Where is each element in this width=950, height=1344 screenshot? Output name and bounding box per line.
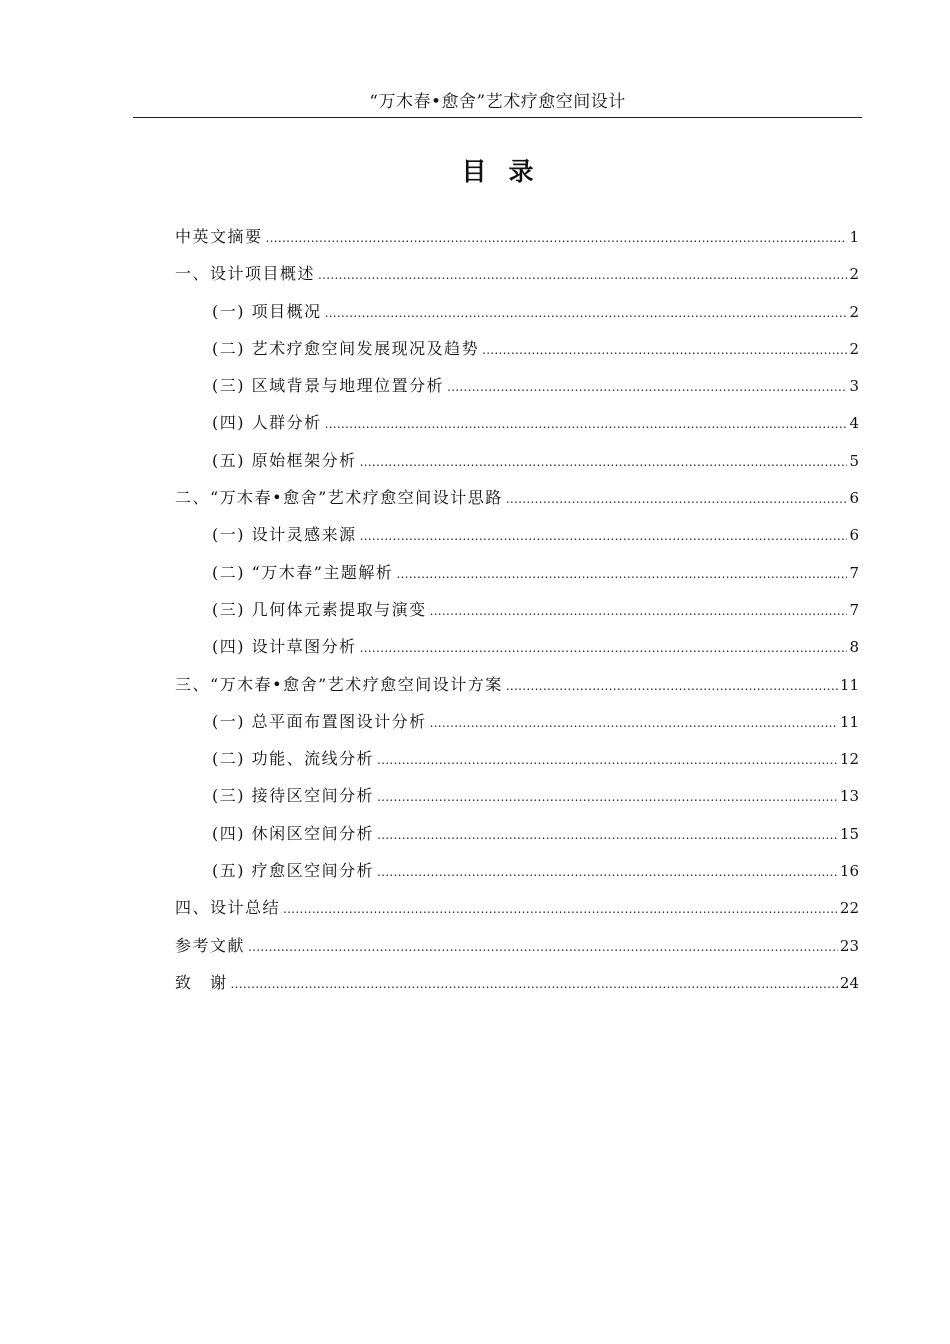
dot-leader — [377, 862, 838, 882]
dot-leader — [231, 974, 838, 994]
toc-entry-page: 16 — [839, 862, 859, 881]
toc-title-char-2: 录 — [508, 157, 534, 186]
toc-entry[interactable] — [175, 563, 859, 600]
dot-leader — [396, 564, 847, 584]
toc-entry-label: 一、设计项目概述 — [175, 264, 316, 284]
toc-entry-page: 5 — [849, 451, 859, 470]
toc-entry-label: (四) 人群分析 — [212, 413, 322, 433]
toc-entry-page: 6 — [849, 526, 859, 545]
toc-entry-page: 23 — [839, 936, 859, 955]
dot-leader — [430, 713, 838, 733]
toc-entry-page: 24 — [839, 973, 859, 992]
dot-leader — [325, 303, 848, 323]
toc-entry-page: 2 — [849, 265, 859, 284]
toc-entry-label: (四) 设计草图分析 — [212, 637, 357, 657]
toc-entry[interactable] — [175, 525, 859, 562]
toc-entry-label: 三、“万木春•愈舍”艺术疗愈空间设计方案 — [175, 674, 503, 694]
toc-entry-label: (五) 疗愈区空间分析 — [212, 861, 375, 881]
toc-entry[interactable] — [175, 302, 859, 339]
toc-entry-page: 7 — [849, 563, 859, 582]
dot-leader — [430, 601, 848, 621]
dot-leader — [248, 937, 838, 957]
toc-entry-page: 11 — [839, 712, 859, 731]
toc-entry[interactable] — [175, 488, 859, 525]
toc-entry-label: 致 谢 — [175, 972, 228, 992]
dot-leader — [377, 825, 838, 845]
dot-leader — [482, 340, 847, 360]
toc-entry-page: 2 — [849, 302, 859, 321]
toc-entry-page: 3 — [849, 377, 859, 396]
toc-entry[interactable] — [175, 264, 859, 301]
toc-entry-page: 7 — [849, 600, 859, 619]
toc-entry-page: 11 — [839, 675, 859, 694]
dot-leader — [360, 638, 848, 658]
toc-entry-label: (一) 总平面布置图设计分析 — [212, 711, 427, 731]
toc-entry-page: 4 — [849, 414, 859, 433]
toc-entry[interactable] — [175, 898, 859, 935]
toc-entry-page: 15 — [839, 824, 859, 843]
toc-entry[interactable] — [175, 451, 859, 488]
dot-leader — [283, 899, 838, 919]
toc-entry-label: (五) 原始框架分析 — [212, 450, 357, 470]
toc-entry-page: 8 — [849, 638, 859, 657]
dot-leader — [506, 676, 838, 696]
table-of-contents — [175, 227, 859, 1010]
toc-entry-label: (三) 区域背景与地理位置分析 — [212, 376, 445, 396]
toc-entry-page: 6 — [849, 489, 859, 508]
dot-leader — [377, 787, 838, 807]
toc-entry[interactable] — [175, 936, 859, 973]
toc-entry[interactable] — [175, 675, 859, 712]
toc-entry-label: (二) 功能、流线分析 — [212, 749, 375, 769]
toc-entry[interactable] — [175, 227, 859, 264]
toc-entry-label: (三) 几何体元素提取与演变 — [212, 599, 427, 619]
toc-entry-label: (二) 艺术疗愈空间发展现况及趋势 — [212, 338, 480, 358]
toc-entry[interactable] — [175, 749, 859, 786]
dot-leader — [318, 265, 847, 285]
toc-entry[interactable] — [175, 973, 859, 1010]
toc-entry[interactable] — [175, 824, 859, 861]
toc-entry[interactable] — [175, 413, 859, 450]
toc-entry-page: 22 — [839, 899, 859, 918]
toc-entry-label: (三) 接待区空间分析 — [212, 786, 375, 806]
running-header: “万木春•愈舍”艺术疗愈空间设计 — [369, 92, 626, 112]
toc-entry-label: (四) 休闲区空间分析 — [212, 823, 375, 843]
header-divider — [133, 117, 862, 118]
toc-entry-label: (二) “万木春”主题解析 — [212, 562, 394, 582]
toc-entry[interactable] — [175, 637, 859, 674]
dot-leader — [506, 489, 848, 509]
toc-entry[interactable] — [175, 786, 859, 823]
dot-leader — [325, 414, 848, 434]
toc-entry-page: 12 — [839, 750, 859, 769]
toc-entry[interactable] — [175, 861, 859, 898]
toc-entry[interactable] — [175, 712, 859, 749]
dot-leader — [266, 228, 848, 248]
dot-leader — [360, 526, 848, 546]
toc-entry-label: 二、“万木春•愈舍”艺术疗愈空间设计思路 — [175, 488, 503, 508]
toc-entry-page: 1 — [849, 228, 859, 246]
toc-entry-label: (一) 项目概况 — [212, 301, 322, 321]
dot-leader — [360, 452, 848, 472]
toc-title-char-1: 目 — [461, 157, 487, 186]
toc-entry-page: 2 — [849, 339, 859, 358]
dot-leader — [447, 377, 847, 397]
toc-entry-label: (一) 设计灵感来源 — [212, 525, 357, 545]
toc-entry[interactable] — [175, 339, 859, 376]
toc-entry-label: 四、设计总结 — [175, 898, 281, 918]
toc-entry[interactable] — [175, 376, 859, 413]
toc-entry-label: 参考文献 — [175, 935, 246, 955]
dot-leader — [377, 750, 838, 770]
toc-title — [133, 155, 862, 189]
toc-entry-page: 13 — [839, 787, 859, 806]
toc-entry-label: 中英文摘要 — [175, 227, 263, 246]
toc-entry[interactable] — [175, 600, 859, 637]
